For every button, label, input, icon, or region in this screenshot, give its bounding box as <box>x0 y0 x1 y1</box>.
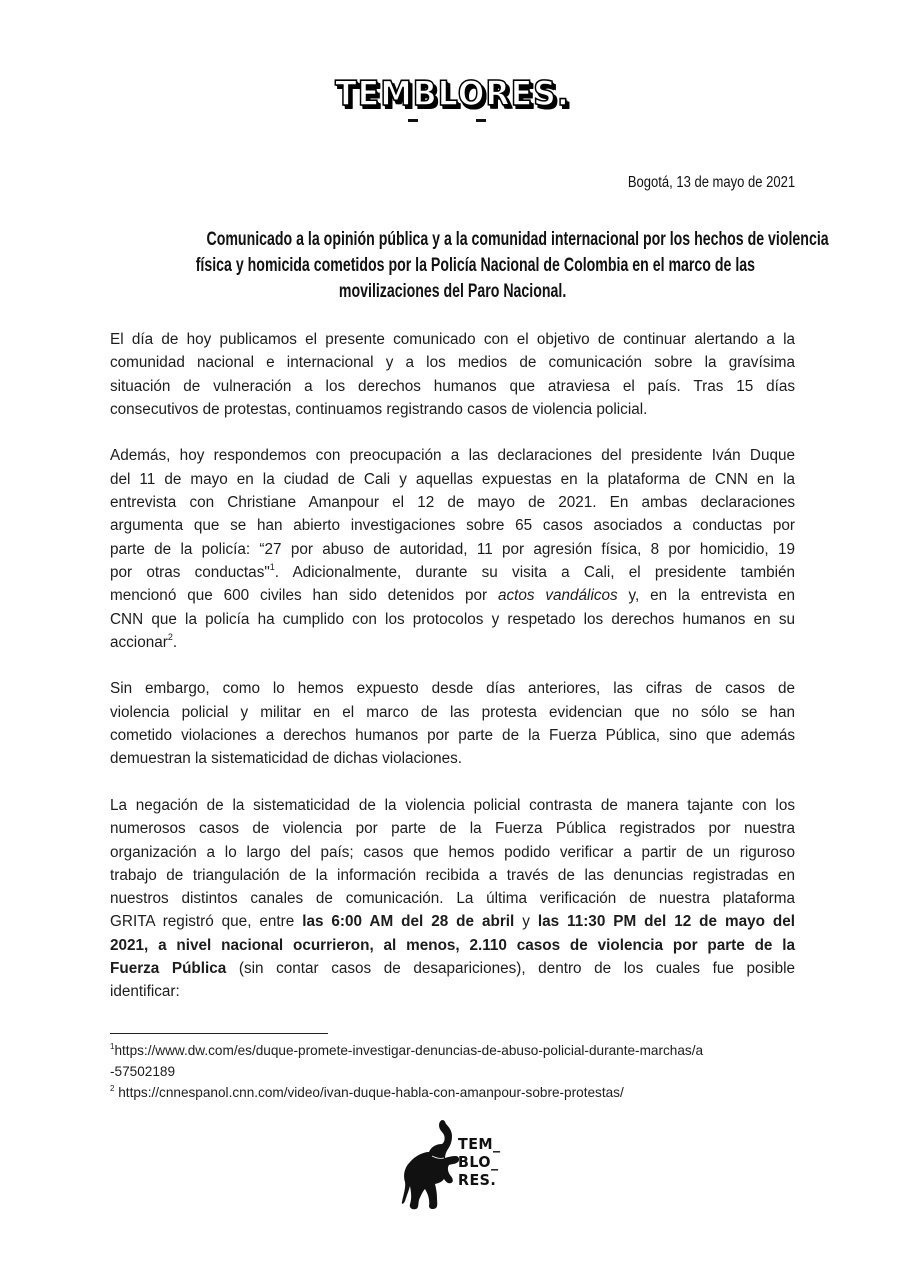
text-line <box>110 444 795 467</box>
footer-logo-line: TEM_ <box>458 1135 501 1153</box>
text-run: . <box>172 633 178 651</box>
title-line <box>100 253 805 279</box>
footnote-mark: 1 <box>110 1042 115 1051</box>
temblores-logo-header <box>300 68 605 130</box>
footnote-link[interactable]: https://cnnespanol.cnn.com/video/ivan-duque-habla-con-amanpour-sobre-protestas/ <box>114 1085 624 1100</box>
text-line <box>110 631 795 654</box>
footnote-link[interactable]: https://www.dw.com/es/duque-promete-investigar-denuncias-de-abuso-policial-durante-marchas/a <box>114 1043 704 1058</box>
text-line <box>110 724 795 747</box>
text-run: CNN que la policía ha cumplido con los protocolos y respetado los derechos humanos en su <box>110 610 795 628</box>
document-body <box>110 328 795 1027</box>
text-line <box>110 980 795 1003</box>
text-run: organización a lo largo del país; casos que hemos podido verificar a partir de un riguroso <box>110 843 795 861</box>
text-run: numerosos casos de violencia por parte de la Fuerza Pública registrados por nuestra <box>110 820 795 838</box>
footnote-link[interactable]: -57502189 <box>110 1064 176 1079</box>
text-run: identificar: <box>110 983 180 1001</box>
text-line <box>110 817 795 840</box>
document-date: Bogotá, 13 de mayo de 2021 <box>627 174 795 191</box>
text-run: (sin contar casos de desapariciones), dentro de los cuales fue posible <box>226 960 795 978</box>
text-line <box>110 561 795 584</box>
bold-text: Fuerza Pública <box>110 960 227 978</box>
title-line-text: movilizaciones del Paro Nacional. <box>338 281 567 302</box>
text-run: entrevista con Christiane Amanpour el 12 de mayo de 2021. En ambas declaraciones <box>110 494 795 512</box>
footer-logo-line: RES. <box>458 1171 497 1189</box>
bold-text: las 11:30 PM del 12 de mayo del <box>537 913 795 931</box>
text-run: y, en la entrevista en <box>617 587 795 605</box>
italic-text: actos vandálicos <box>497 587 618 605</box>
logo-underscore-mark <box>408 119 418 122</box>
text-line <box>110 351 795 374</box>
text-run: . Adicionalmente, durante su visita a Cali, el presidente también <box>274 563 796 581</box>
text-run: Además, hoy respondemos con preocupación a las declaraciones del presidente Iván Duque <box>110 447 795 465</box>
text-run: por otras conductas" <box>110 563 270 581</box>
logo-wordmark: TEMBLORES. <box>335 74 570 114</box>
text-line <box>110 910 795 933</box>
text-run: y <box>514 913 538 931</box>
text-line <box>110 584 795 607</box>
title-line-text: Comunicado a la opinión pública y a la comunidad internacional por los hechos de violencia <box>206 229 829 250</box>
text-line <box>110 608 795 631</box>
text-line <box>110 701 795 724</box>
text-run: nuestros distintos canales de comunicación. La última verificación de nuestra plataforma <box>110 890 795 908</box>
text-run: cometido violaciones a derechos humanos por parte de la Fuerza Pública, sino que además <box>110 727 795 745</box>
text-line <box>110 747 795 770</box>
footnote-1[interactable] <box>110 1040 800 1061</box>
footnote-mark: 2 <box>110 1084 115 1093</box>
text-line <box>110 934 795 957</box>
text-run: mencionó que 600 civiles han sido detenidos por <box>110 587 498 605</box>
text-run: argumenta que se han abierto investigaciones sobre 65 casos asociados a conductas por <box>110 517 795 535</box>
text-line <box>110 538 795 561</box>
text-line <box>110 841 795 864</box>
text-run: violencia policial y militar en el marco de las protesta evidencian que no sólo se han <box>110 703 795 721</box>
text-run: El día de hoy publicamos el presente comunicado con el objetivo de continuar alertando a la <box>110 331 795 348</box>
logo-underscore-mark <box>476 119 486 122</box>
temblores-logo-footer <box>398 1116 518 1216</box>
footnote-1-continued[interactable] <box>110 1061 800 1082</box>
footnote-separator <box>110 1033 328 1034</box>
paragraph <box>110 794 795 1004</box>
text-line <box>110 491 795 514</box>
text-run: parte de la policía: “27 por abuso de autoridad, 11 por agresión física, 8 por homicidio, 19 <box>110 540 795 558</box>
text-line <box>110 794 795 817</box>
text-run: demuestran la sistematicidad de dichas violaciones. <box>110 750 463 768</box>
text-run: GRITA registró que, entre <box>110 913 303 931</box>
document-title <box>100 227 829 305</box>
footnote-reference[interactable]: 1 <box>269 561 275 572</box>
text-run: consecutivos de protestas, continuamos registrando casos de violencia policial. <box>110 400 648 418</box>
text-run: del 11 de mayo en la ciudad de Cali y aquellas expuestas en la plataforma de CNN en la <box>110 470 795 488</box>
text-run: situación de vulneración a los derechos humanos que atraviesa el país. Tras 15 días <box>110 377 795 395</box>
text-line <box>110 957 795 980</box>
footnote-reference[interactable]: 2 <box>167 631 173 642</box>
text-line <box>110 864 795 887</box>
bold-text: las 6:00 AM del 28 de abril <box>302 913 515 931</box>
text-run: accionar <box>110 633 168 651</box>
text-run: La negación de la sistematicidad de la violencia policial contrasta de manera tajante con los <box>110 796 795 814</box>
bold-text: 2021, a nivel nacional ocurrieron, al menos, 2.110 casos de violencia por parte de la <box>110 936 795 954</box>
text-line <box>110 514 795 537</box>
title-line <box>100 279 805 305</box>
footnote-2[interactable] <box>110 1082 800 1103</box>
text-line <box>110 398 795 421</box>
paragraph <box>110 677 795 770</box>
title-line-text: física y homicida cometidos por la Policía Nacional de Colombia en el marco de las <box>195 255 756 276</box>
footer-logo-line: BLO_ <box>458 1153 499 1171</box>
text-line <box>110 468 795 491</box>
text-run: trabajo de triangulación de la información recibida a través de las denuncias registradas en <box>110 866 795 884</box>
text-run: comunidad nacional e internacional y a los medios de comunicación sobre la gravísima <box>110 354 795 372</box>
text-line <box>110 375 795 398</box>
paragraph <box>110 328 795 421</box>
paragraph <box>110 444 795 654</box>
text-line <box>110 887 795 910</box>
text-line <box>110 328 795 351</box>
text-line <box>110 677 795 700</box>
title-line <box>100 227 829 253</box>
footnotes <box>110 1040 800 1103</box>
text-run: Sin embargo, como lo hemos expuesto desde días anteriores, las cifras de casos de <box>110 680 795 698</box>
